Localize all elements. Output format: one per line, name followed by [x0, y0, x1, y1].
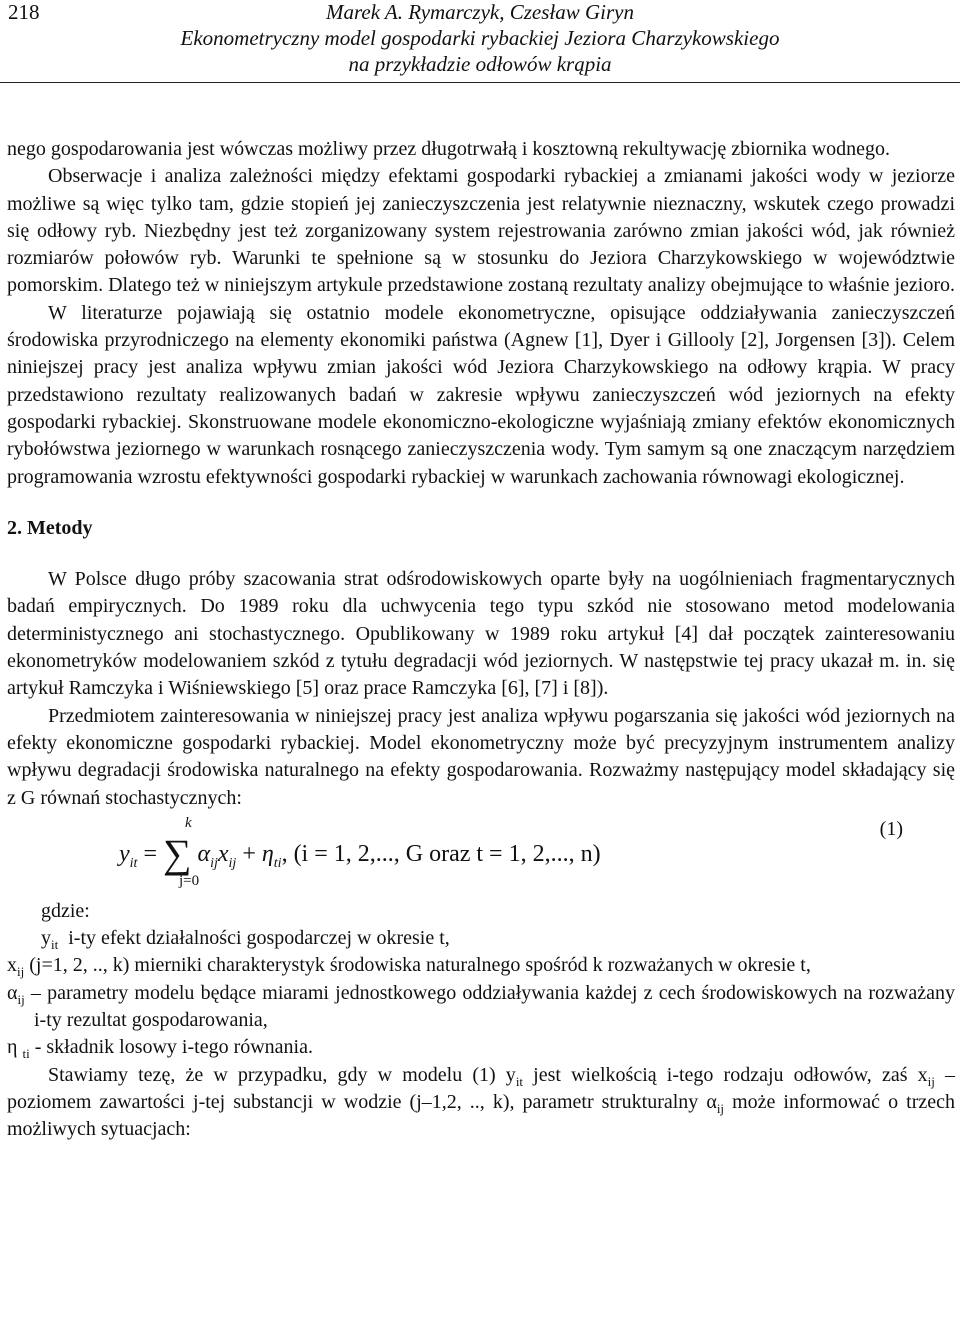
paragraph-methods-history: W Polsce długo próby szacowania strat odśrodowiskowych oparte były na uogólnieniach fragmentarycznych badań empirycznych. Do 1989 roku dla uchwycenia tego typu szkód nie stosowano metod modelowania deterministycznego ani stochastycznego. Opublikowany w 1989 roku artykuł [4] dał początek zainteresowaniu ekonometryków modelowaniem szkód z tytułu degradacji wód jeziornych. W następstwie tej pracy ukazał m. in. się artykuł Ramczyka i Wiśniewskiego [5] oraz prace Ramczyka [6], [7] i [8]).	[7, 568, 955, 700]
paragraph-literature: W literaturze pojawiają się ostatnio modele ekonometryczne, opisujące oddziaływania zanieczyszczeń środowiska przyrodniczego na elementy ekonomiki państwa (Agnew [1], Dyer i Gillooly [2], Jorgensen [3]). Celem niniejszej pracy jest analiza wpływu zmian jakości wód Jeziora Charzykowskiego na odłowy krąpia. W pracy przedstawiono rezultaty realizowanych badań w zakresie wpływu zanieczyszczeń wód jeziornych na efekty gospodarki rybackiej. Skonstruowane modele ekonomiczno-ekologiczne wyjaśniają zmiany efektów ekonomicznych rybołówstwa jeziornego w warunkach rosnącego zanieczyszczenia wody. Tym samym są one znaczącym narzędziem programowania wzrostu efektywności gospodarki rybackiej w warunkach zachowania równowagi ekologicznej.	[7, 301, 955, 488]
equation-1	[7, 816, 955, 892]
header-authors: Marek A. Rymarczyk, Czesław Giryn	[326, 0, 634, 24]
header-title-line1: Ekonometryczny model gospodarki rybackiej Jeziora Charzykowskiego	[180, 26, 780, 50]
page-number: 218	[8, 0, 40, 24]
paragraph-observations: Obserwacje i analiza zależności między efektami gospodarki rybackiej a zmianami jakości wody w jeziorze możliwe są więc tylko tam, gdzie stopień jej zanieczyszczenia jest relatywnie nieznaczny, wskutek czego prowadzi się odłowy ryb. Niezbędny jest też zorganizowany system rejestrowania zarówno zmian jakości wód, jak również rozmiarów połowów ryb. Warunki te spełnione są w stosunku do Jeziora Charzykowskiego w województwie pomorskim. Dlatego też w niniejszym artykule przedstawione zostaną rezultaty analizy obejmujące to właśnie jezioro.	[7, 165, 956, 297]
definition-eta: η $_{ti}$ - składnik losowy i-tego równania.	[7, 1036, 313, 1062]
definitions-intro: gdzie:	[41, 899, 90, 922]
paragraph-continued: nego gospodarowania jest wówczas możliwy przez długotrwałą i kosztowną rekultywację zbiornika wodnego.	[7, 138, 891, 160]
definition-y: $y_{it}$ i-ty efekt działalności gospodarczej w okresie t,	[41, 927, 450, 953]
page-body	[7, 136, 955, 1144]
header-rule	[0, 82, 960, 83]
section-heading: 2. Metody	[7, 516, 93, 539]
definitions	[7, 898, 955, 1144]
header-title-line2: na przykładzie odłowów krąpia	[348, 52, 612, 76]
paragraph-methods-subject: Przedmiotem zainteresowania w niniejszej pracy jest analiza wpływu pogarszania się jakości wód jeziornych na efekty ekonomiczne gospodarki rybackiej. Model ekonometryczny może być precyzyjnym instrumentem analizy wpływu degradacji środowiska naturalnego na efekty gospodarowania. Rozważmy następujący model składający się z G równań stochastycznych:	[7, 704, 955, 809]
equation-body: $y_{it}$ = ∑ $\alpha_{ij}x_{ij} + \eta_{ti}$, (i = 1, 2,..., G oraz t = 1, 2,..., n)	[119, 830, 601, 876]
equation-tail: , (i = 1, 2,..., G oraz t = 1, 2,..., n)	[281, 840, 601, 867]
equation-number: (1)	[879, 817, 903, 840]
sum-lower-limit: j=0	[179, 872, 200, 889]
definition-alpha: $\alpha_{ij}$ – parametry modelu będące miarami jednostkowego oddziaływania każdej z cech środowiskowych na rozważany i-ty rezultat gospodarowania,	[7, 981, 955, 1032]
sum-upper-limit: k	[185, 814, 192, 831]
definition-x: $x_{ij}$ (j=1, 2, .., k) mierniki charakterystyk środowiska naturalnego spośród k rozważanych w okresie t,	[7, 954, 811, 980]
paragraph-thesis: Stawiamy tezę, że w przypadku, gdy w modelu (1) $y_{it}$ jest wielkością i-tego rodzaju odłowów, zaś $x_{ij}$ – poziomem zawartości j-tej substancji w wodzie (j–1,2, .., k), parametr strukturalny $\alpha_{ij}$ może informować o trzech możliwych sytuacjach:	[7, 1063, 956, 1141]
running-header	[0, 0, 960, 80]
